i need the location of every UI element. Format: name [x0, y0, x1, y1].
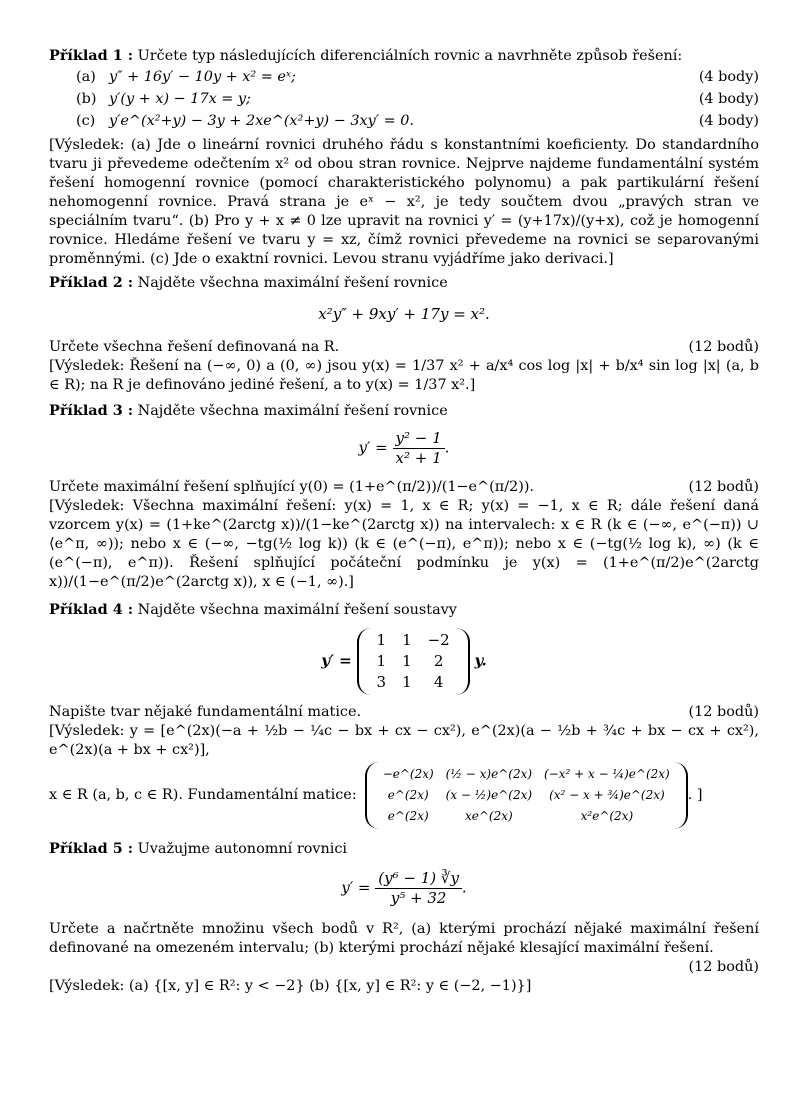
problem-4-label: Příklad 4 :	[49, 601, 134, 618]
problem-3-text: Najděte všechna maximální řešení rovnice	[137, 403, 448, 419]
problem-4-system: y′ = 1 1 −2 1 1 2 3 1 4 y.	[49, 628, 759, 695]
fundamental-matrix: −e^(2x) (½ − x)e^(2x) (−x² + x − ¼)e^(2x) e^(2x) (x − ½)e^(2x) (x² − x + ¾)e^(2x) e^(2x) xe^(2x) x²e^(2x)	[365, 762, 688, 829]
problem-3-equation: y′ = $\frac{\text{y² − 1}}{\text{x² + 1}}$ .	[358, 429, 450, 467]
problem-5-task: Určete a načrtněte množinu všech bodů v R², (a) kterými prochází nějaké maximální řešení definované na omezeném intervalu; (b) kterými prochází nějaké klesající maximální řešení. (12 bodů)	[49, 921, 759, 975]
exam-page	[49, 46, 759, 996]
problem-4-task-row	[49, 703, 759, 722]
problem-3-task: Určete maximální řešení splňující y(0) = (1+e^(π/2))/(1−e^(π/2)).	[49, 479, 535, 495]
fraction: $\frac{\text{(y⁶ − 1) ∛y}}{\text{y⁵ + 32}}$	[375, 869, 462, 908]
problem-1-item-c: (c) y′e^(x²+y) − 3y + 2xe^(x²+y) − 3xy′ = 0. (4 body)	[76, 113, 759, 129]
problem-5-label: Příklad 5 :	[49, 840, 134, 857]
problem-2-solution: [Výsledek: Řešení na (−∞, 0) a (0, ∞) jsou y(x) = 1/37 x² + a/x⁴ cos log |x| + b/x⁴ sin log |x| (a, b ∈ R); na R je definováno jediné řešení, a to y(x) = 1/37 x².]	[49, 358, 759, 393]
problem-1-text: Určete typ následujících diferenciálních rovnic a navrhněte způsob řešení:	[137, 48, 683, 64]
equation: y″ + 16y′ − 10y + x² = eˣ;	[109, 69, 296, 85]
problem-2-heading	[49, 273, 759, 293]
problem-1-heading	[49, 46, 759, 66]
problem-4-text: Najděte všechna maximální řešení soustavy	[137, 602, 457, 618]
problem-2-equation: x²y″ + 9xy′ + 17y = x².	[318, 305, 490, 323]
problem-4-task: Napište tvar nějaké fundamentální matice.	[49, 704, 362, 720]
problem-5-text: Uvažujme autonomní rovnici	[137, 841, 348, 857]
fraction: $\frac{\text{y² − 1}}{\text{x² + 1}}$	[393, 429, 445, 468]
points: (12 bodů)	[688, 704, 759, 720]
equation: y′e^(x²+y) − 3y + 2xe^(x²+y) − 3xy′ = 0.	[109, 113, 414, 129]
points: (12 bodů)	[688, 959, 759, 975]
equation: y′(y + x) − 17x = y;	[109, 91, 251, 107]
problem-5-equation: y′ = $\frac{\text{(y⁶ − 1) ∛y}}{\text{y⁵ + 32}}$ .	[341, 869, 467, 907]
problem-2-task: Určete všechna řešení definovaná na R.	[49, 339, 340, 355]
problem-1-items	[76, 68, 759, 134]
problem-3-solution: [Výsledek: Všechna maximální řešení: y(x) = 1, x ∈ R; y(x) = −1, x ∈ R; dále řešení daná vzorcem y(x) = (1+ke^(2arctg x))/(1−ke^(2arctg x)) na intervalech: x ∈ R (k ∈ (−∞, e^(−π)) ∪ ⟨e^π, ∞)); nebo x ∈ (−∞, −tg(½ log k)) (k ∈ (e^(−π), e^π)); nebo x ∈ (−tg(½ log k), ∞) (k ∈ (e^(−π), e^π)). Řešení splňující počáteční podmínku je y(x) = (1+e^(π/2)e^(2arctg x))/(1−e^(π/2)e^(2arctg x)), x ∈ (−1, ∞).]	[49, 498, 759, 590]
problem-4-fundamental-row: x ∈ R (a, b, c ∈ R). Fundamentální matice: −e^(2x) (½ − x)e^(2x) (−x² + x − ¼)e^(2x) e^(2x) (x − ½)e^(2x) (x² − x + ¾)e^(2x) e^(2x) xe^(2x) x²e^(2x) . ]	[49, 762, 759, 829]
problem-3-label: Příklad 3 :	[49, 402, 134, 419]
problem-1-label: Příklad 1 :	[49, 47, 134, 64]
points: (12 bodů)	[688, 479, 759, 495]
problem-1-item-a: (a) y″ + 16y′ − 10y + x² = eˣ; (4 body)	[76, 69, 759, 85]
problem-4-heading	[49, 600, 759, 620]
problem-4-solution-a: [Výsledek: y = [e^(2x)(−a + ½b − ¼c − bx + cx − cx²), e^(2x)(a − ½b + ¾c + bx − cx + cx²), e^(2x)(a + bx + cx²)],	[49, 723, 759, 758]
problem-1-item-b: (b) y′(y + x) − 17x = y; (4 body)	[76, 91, 759, 107]
problem-2-label: Příklad 2 :	[49, 274, 134, 291]
problem-5-solution: [Výsledek: (a) {[x, y] ∈ R²: y < −2} (b) {[x, y] ∈ R²: y ∈ (−2, −1)}]	[49, 978, 532, 994]
points: (4 body)	[698, 69, 759, 85]
problem-5-heading	[49, 839, 759, 859]
points: (12 bodů)	[688, 339, 759, 355]
problem-3-heading	[49, 401, 759, 421]
problem-2-text: Najděte všechna maximální řešení rovnice	[137, 275, 448, 291]
system-matrix: 1 1 −2 1 1 2 3 1 4	[357, 628, 470, 695]
problem-1-solution: [Výsledek: (a) Jde o lineární rovnici druhého řádu s konstantními koeficienty. Do standardního tvaru ji převedeme odečtením x² od obou stran rovnice. Nejprve najdeme fundamentální systém řešení homogenní rovnice (pomocí charakteristického polynomu) a pak partikulární řešení nehomogenní rovnice. Pravá strana je eˣ − x², je tedy součtem dvou „pravých stran ve speciálním tvaru“. (b) Pro y + x ≠ 0 lze upravit na rovnici y′ = (y+17x)/(y+x), což je homogenní rovnice. Hledáme řešení ve tvaru y = xz, čímž rovnici převedeme na rovnici se separovanými proměnnými. (c) Jde o exaktní rovnici. Levou stranu vyjádříme jako derivaci.]	[49, 137, 759, 267]
problem-3-task-row	[49, 478, 759, 497]
points: (4 body)	[698, 113, 759, 129]
problem-4-solution-b: x ∈ R (a, b, c ∈ R). Fundamentální matice:	[49, 787, 357, 803]
points: (4 body)	[698, 91, 759, 107]
problem-2-task-row	[49, 338, 759, 357]
